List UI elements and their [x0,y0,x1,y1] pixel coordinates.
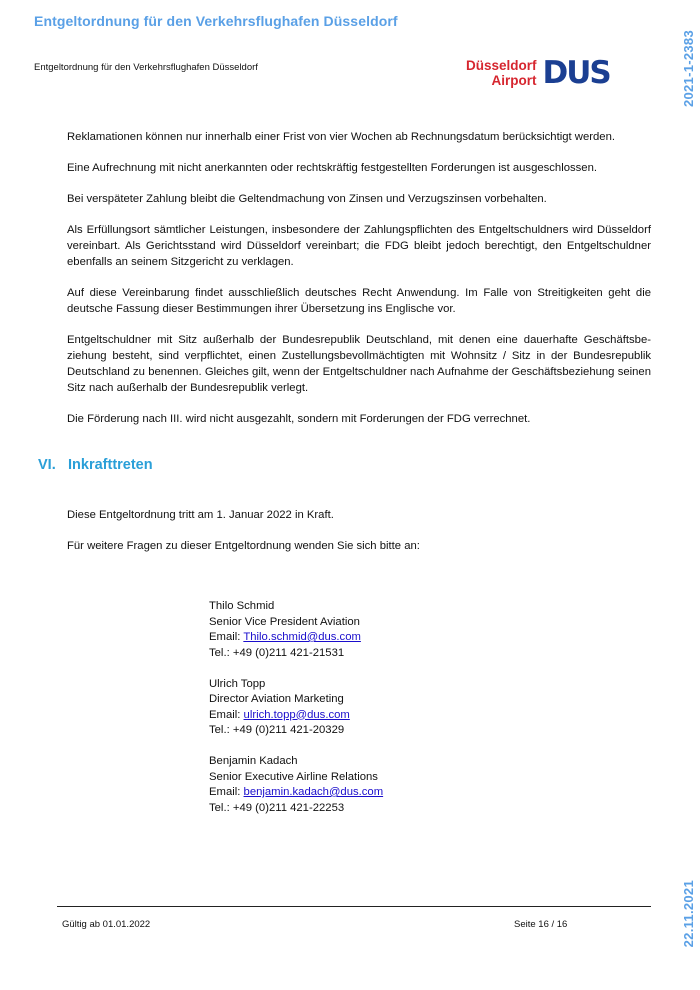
contact-email-row [209,708,383,724]
logo-mark: DUS [542,55,610,91]
footer-page-number: Seite 16 / 16 [514,919,568,930]
contact-list [209,599,383,832]
paragraph-subsidy: Die Förderung nach III. wird nicht ausgezahlt, sondern mit Forderungen der FDG verrechnet. [67,413,531,425]
email-label: Email: [209,631,241,643]
section-paragraph-effective: Diese Entgeltordnung tritt am 1. Januar 2022 in Kraft. [67,509,334,521]
logo-line-2: Airport [491,73,537,88]
contact-card [209,754,383,816]
contact-phone: Tel.: +49 (0)211 421-22253 [209,801,345,814]
paragraph-place-of-performance: Als Erfüllungsort sämtlicher Leistungen, insbesondere der Zahlungspflichten des Entgeltschuldners wird Düsseldorf vereinbart. Als Gerichtsstand wird Düsseldorf vereinbart; die FDG bleibt jedoch berechtigt, den Entgeltschuldner ebenfalls an seinem Sitzgericht zu verklagen. [67,224,651,268]
email-link[interactable]: Thilo.schmid@dus.com [243,631,361,643]
section-title: Inkrafttreten [68,457,153,473]
contact-phone: Tel.: +49 (0)211 421-20329 [209,724,345,736]
side-document-code: 2021-1-2383 [681,30,696,108]
section-paragraph-contact: Für weitere Fragen zu dieser Entgeltordnung wenden Sie sich bitte an: [67,540,420,552]
contact-email-row [209,785,383,801]
terms-paragraphs [67,129,651,442]
contact-card [209,677,383,739]
header-title: Entgeltordnung für den Verkehrsflughafen Düsseldorf [34,62,258,73]
section-heading [38,457,153,473]
contact-name: Benjamin Kadach [209,755,298,767]
paragraph-reclamations: Reklamationen können nur innerhalb einer Frist von vier Wochen ab Rechnungsdatum berücksichtigt werden. [67,131,615,143]
paragraph-late-payment: Bei verspäteter Zahlung bleibt die Geltendmachung von Zinsen und Verzugszinsen vorbehalten. [67,193,547,205]
paragraph-offset: Eine Aufrechnung mit nicht anerkannten oder rechtskräftig festgestellten Forderungen ist ausgeschlossen. [67,162,598,174]
contact-name: Ulrich Topp [209,677,266,690]
dus-airport-logo [466,55,610,91]
email-label: Email: [209,708,241,721]
paragraph-applicable-law: Auf diese Vereinbarung findet ausschließlich deutsches Recht Anwendung. Im Falle von Streitigkeiten geht die deutsche Fassung dieser Bestimmungen ihrer Übersetzung ins Englische vor. [67,287,651,315]
contact-card [209,599,383,661]
contact-role: Senior Executive Airline Relations [209,770,378,783]
section-number: VI. [38,457,56,473]
banner-title: Entgeltordnung für den Verkehrsflughafen Düsseldorf [34,13,398,29]
logo-text [466,58,537,88]
email-link[interactable]: benjamin.kadach@dus.com [243,786,384,798]
footer-divider [57,906,651,907]
contact-name: Thilo Schmid [209,600,275,612]
logo-line-1: Düsseldorf [466,58,537,73]
contact-role: Senior Vice President Aviation [209,615,360,628]
footer-valid-from: Gültig ab 01.01.2022 [62,919,151,930]
contact-email-row [209,630,383,646]
contact-role: Director Aviation Marketing [209,693,344,705]
side-document-date: 22.11.2021 [681,880,696,948]
email-link[interactable]: ulrich.topp@dus.com [243,708,350,721]
contact-phone: Tel.: +49 (0)211 421-21531 [209,646,345,659]
email-label: Email: [209,786,241,798]
paragraph-authorized-agent: Entgeltschuldner mit Sitz außerhalb der Bundesrepublik Deutschland, mit denen eine dauerhafte Geschäftsbeziehung besteht, sind verpflichtet, einen Zustellungsbevollmächtigten mit Wohnsitz / Sitz in der Bundesrepublik Deutschland zu benennen. Gleiches gilt, wenn der Entgeltschuldner nach Aufnahme der Geschäftsbeziehung seinen Sitz nach außerhalb der Bundesrepublik verlegt. [67,334,651,394]
section-body [67,507,651,569]
